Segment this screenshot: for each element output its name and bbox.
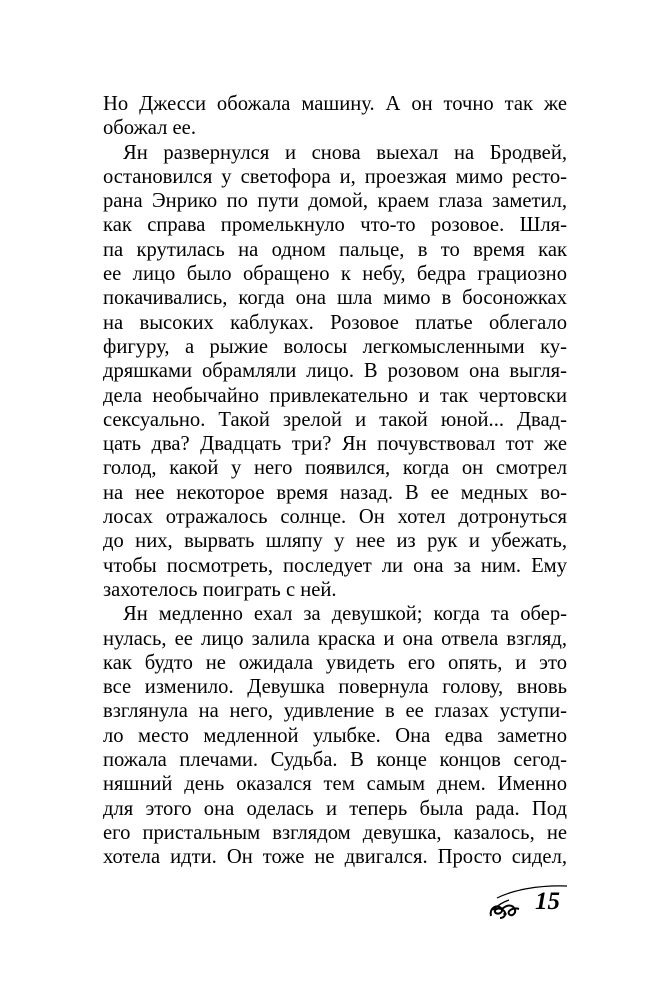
text-line: Ян медленно ехал за девушкой; когда та обер-	[123, 603, 567, 626]
text-line: на нее некоторое время назад. В ее медных во-	[103, 481, 567, 504]
text-line: нулась, ее лицо залила краска и она отвела взгляд,	[103, 627, 567, 650]
text-line: пожала плечами. Судьба. В конце концов сегод-	[103, 749, 567, 772]
text-line: захотелось поиграть с ней.	[103, 578, 337, 601]
text-line: Но Джесси обожала машину. А он точно так же	[103, 93, 567, 115]
text-line: няшний день оказался тем самым днем. Именно	[103, 773, 567, 796]
text-line: голод, какой у него появился, когда он смотрел	[103, 457, 567, 480]
text-line: обожал ее.	[103, 117, 196, 140]
body-text	[103, 92, 567, 870]
text-line: цать два? Двадцать три? Ян почувствовал тот же	[103, 433, 567, 456]
text-line: чтобы посмотреть, последует ли она за ним. Ему	[103, 554, 567, 577]
text-line: ее лицо было обращено к небу, бедра грациозно	[103, 263, 567, 286]
text-line: как справа промелькнуло что-то розовое. Шля-	[103, 214, 567, 237]
text-line: лосах отражалось солнце. Он хотел дотронуться	[103, 506, 567, 529]
text-line: дела необычайно привлекательно и так чертовски	[103, 384, 567, 407]
text-line: фигуру, а рыжие волосы легкомысленными ку-	[103, 335, 567, 358]
text-line: его пристальным взглядом девушка, казалось, не	[103, 821, 567, 844]
text-line: ло место медленной улыбке. Она едва заметно	[103, 724, 567, 747]
text-line: покачивались, когда она шла мимо в босоножках	[103, 287, 567, 310]
text-line: взглянула на него, удивление в ее глазах уступи-	[103, 700, 567, 723]
text-line: дряшками обрамляли лицо. В розовом она выгля-	[103, 360, 567, 383]
text-line: на высоких каблуках. Розовое платье облегало	[103, 311, 567, 334]
text-line: остановился у светофора и, проезжая мимо ресто-	[103, 165, 567, 188]
text-line: все изменило. Девушка повернула голову, вновь	[103, 676, 567, 699]
text-line: до них, вырвать шляпу у нее из рук и убежать,	[103, 530, 567, 553]
text-line: Ян развернулся и снова выехал на Бродвей,	[123, 141, 567, 164]
text-line: сексуально. Такой зрелой и такой юной... Двад-	[103, 408, 567, 431]
text-line: рана Энрико по пути домой, краем глаза заметил,	[103, 190, 567, 213]
page-number: 15	[535, 888, 560, 915]
text-line: хотела идти. Он тоже не двигался. Просто сидел,	[103, 846, 567, 869]
text-line: па крутилась на одном пальце, в то время как	[103, 238, 567, 261]
folio	[483, 880, 573, 920]
text-line: для этого она оделась и теперь была рада. Под	[103, 797, 567, 820]
text-line: как будто не ожидала увидеть его опять, и это	[103, 651, 567, 674]
